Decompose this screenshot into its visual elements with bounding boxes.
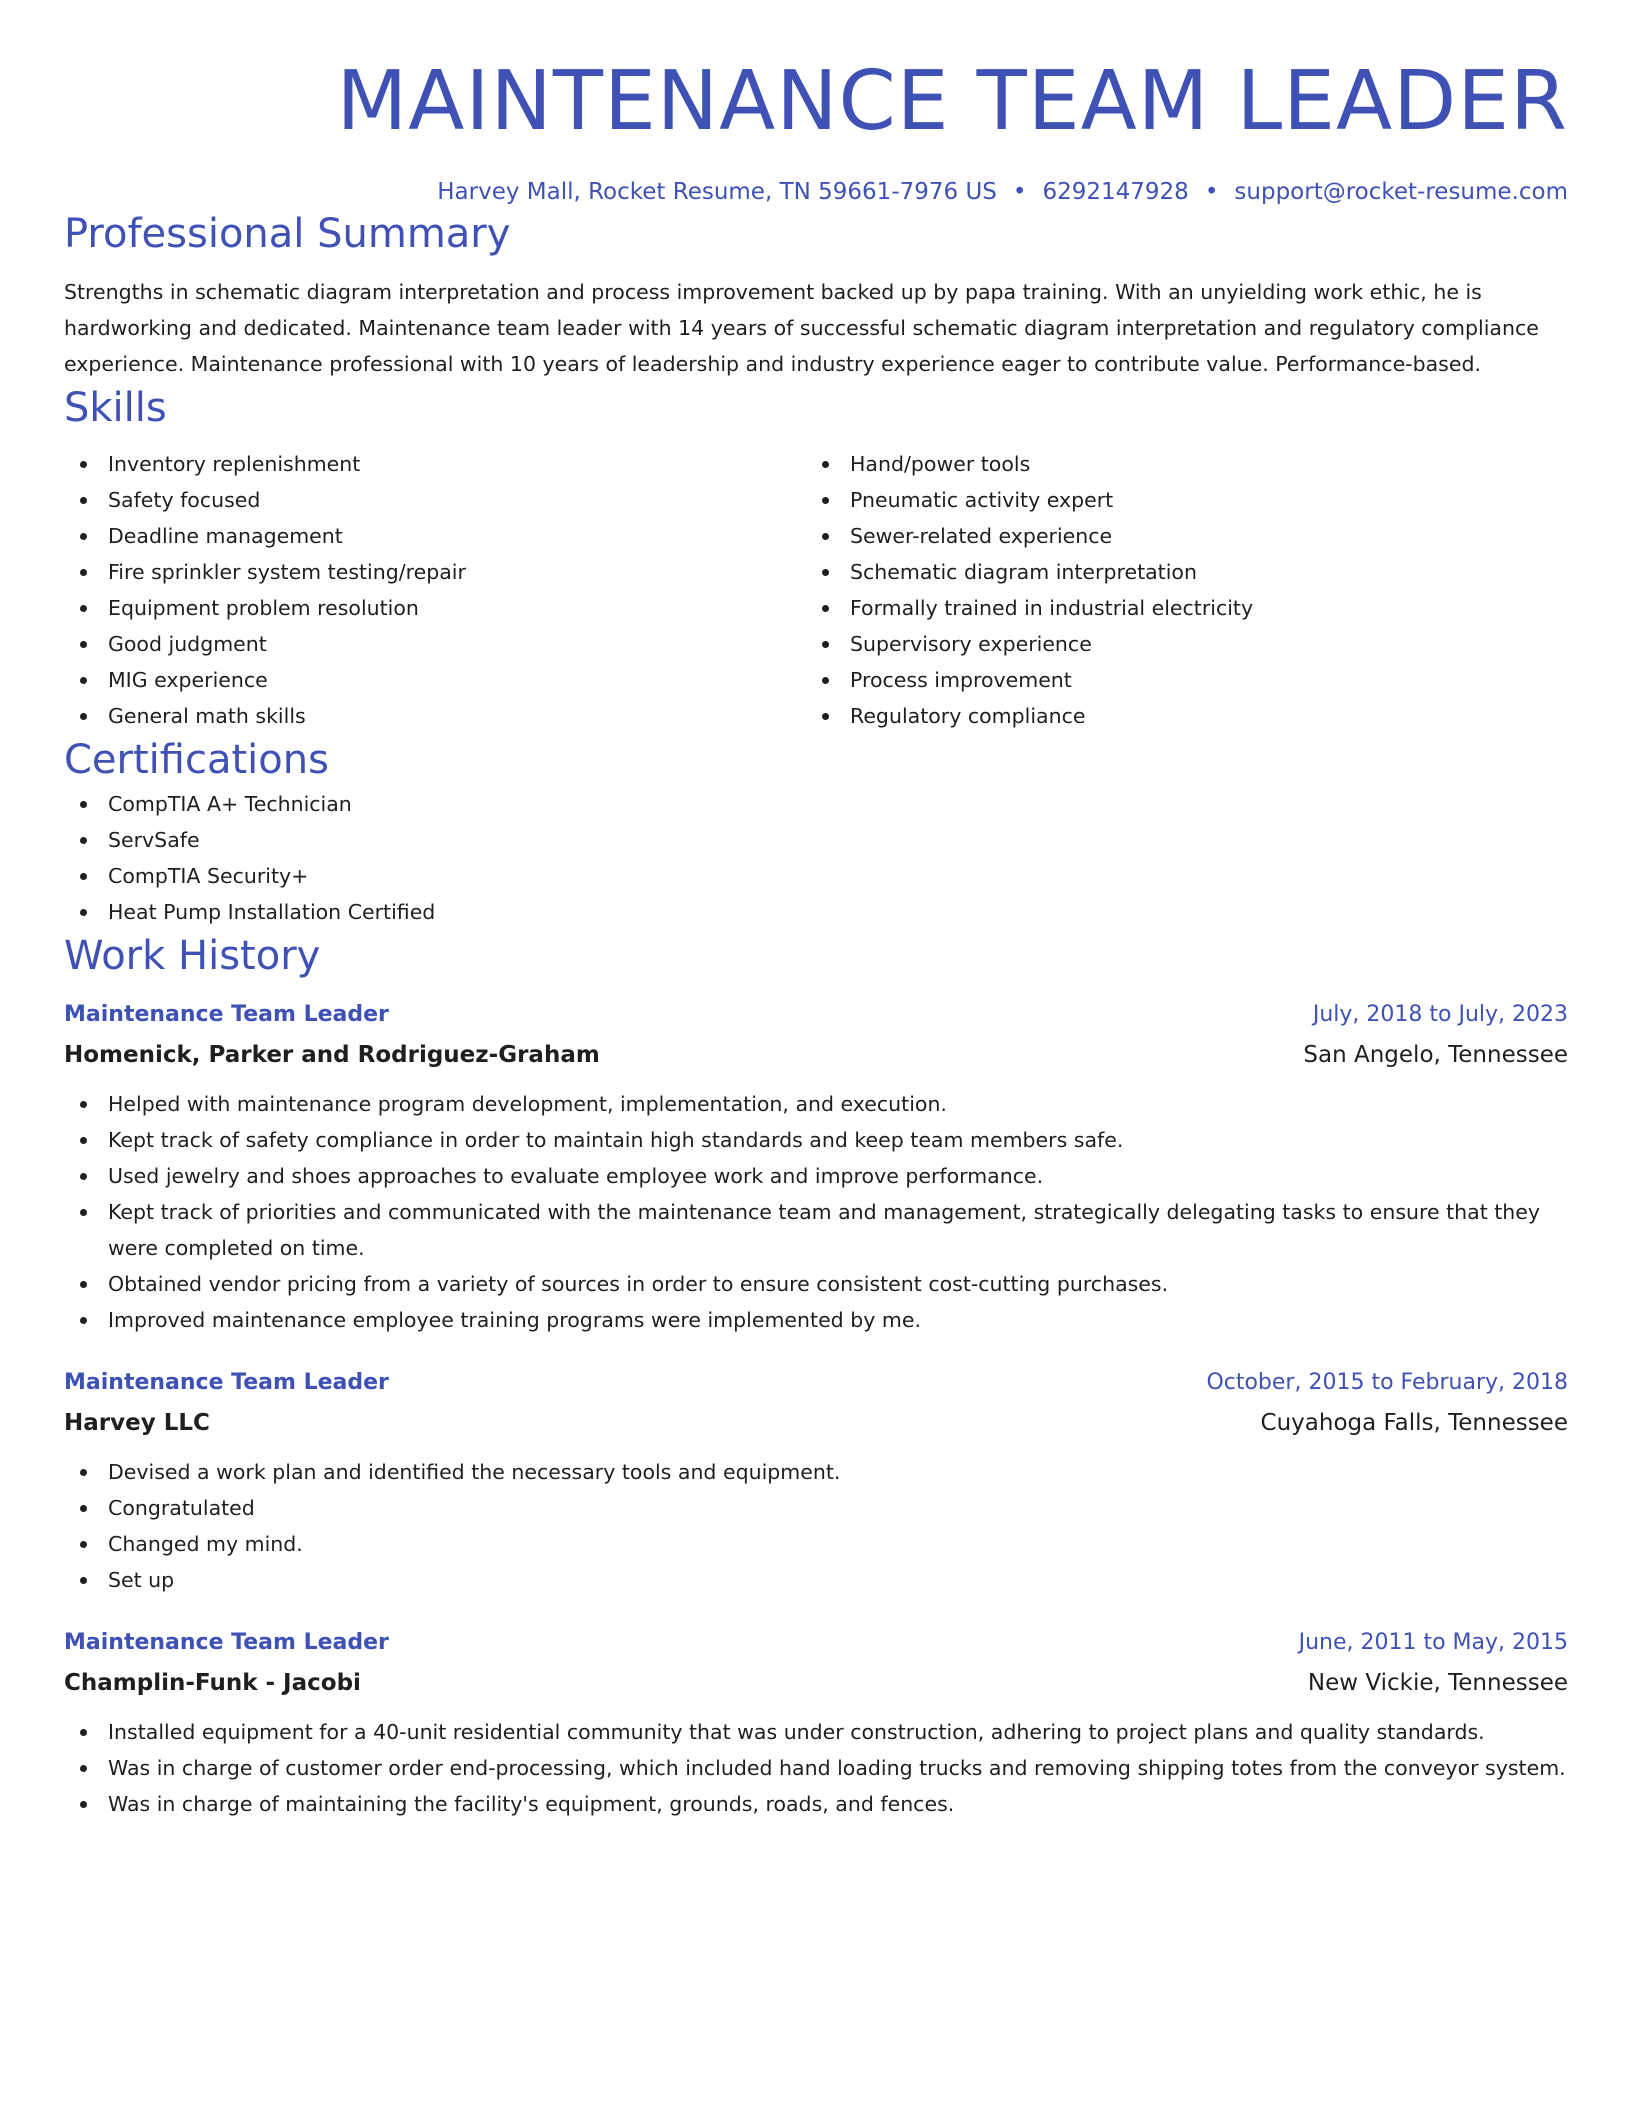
skills-columns [64, 446, 1568, 734]
job-dates: June, 2011 to May, 2015 [1298, 1630, 1568, 1655]
certification-item: CompTIA A+ Technician [64, 786, 1568, 822]
job-title: Maintenance Team Leader [64, 1630, 389, 1655]
job-bullet: Set up [64, 1562, 1568, 1598]
job-location: New Vickie, Tennessee [1307, 1670, 1568, 1696]
job-bullet: Changed my mind. [64, 1526, 1568, 1562]
skill-item: Safety focused [64, 482, 806, 518]
job-bullet: Obtained vendor pricing from a variety of sources in order to ensure consistent cost-cutting purchases. [64, 1266, 1568, 1302]
skill-item: Process improvement [806, 662, 1548, 698]
skill-item: Regulatory compliance [806, 698, 1548, 734]
job-dates: October, 2015 to February, 2018 [1206, 1370, 1568, 1395]
job-company: Champlin-Funk - Jacobi [64, 1670, 361, 1696]
contact-line [64, 176, 1568, 208]
skill-item: General math skills [64, 698, 806, 734]
skills-left-list [64, 446, 806, 734]
job-dates: July, 2018 to July, 2023 [1312, 1002, 1568, 1027]
job-entry [64, 998, 1568, 1338]
job-header [64, 1366, 1568, 1400]
job-bullet: Was in charge of customer order end-processing, which included hand loading trucks and removing shipping totes from the conveyor system. [64, 1750, 1568, 1786]
job-bullet: Helped with maintenance program development, implementation, and execution. [64, 1086, 1568, 1122]
candidate-title: MAINTENANCE TEAM LEADER [336, 54, 1568, 149]
contact-phone: 6292147928 [1042, 179, 1189, 205]
skill-item: Schematic diagram interpretation [806, 554, 1548, 590]
job-bullet: Used jewelry and shoes approaches to evaluate employee work and improve performance. [64, 1158, 1568, 1194]
contact-separator: • [1012, 179, 1027, 205]
certifications-heading: Certifications [64, 737, 329, 783]
job-header [64, 998, 1568, 1032]
resume-header [64, 0, 1568, 208]
skill-item: Fire sprinkler system testing/repair [64, 554, 806, 590]
job-employer-row [64, 1666, 1568, 1700]
skill-item: Sewer-related experience [806, 518, 1548, 554]
skill-item: Inventory replenishment [64, 446, 806, 482]
skill-item: Pneumatic activity expert [806, 482, 1548, 518]
skills-right-list [806, 446, 1548, 734]
job-header [64, 1626, 1568, 1660]
contact-address: Harvey Mall, Rocket Resume, TN 59661-7976 US [437, 179, 997, 205]
job-bullet: Improved maintenance employee training programs were implemented by me. [64, 1302, 1568, 1338]
job-entry [64, 1366, 1568, 1598]
job-employer-row [64, 1038, 1568, 1072]
job-title: Maintenance Team Leader [64, 1002, 389, 1027]
job-bullet: Kept track of safety compliance in order to maintain high standards and keep team members safe. [64, 1122, 1568, 1158]
skills-section [64, 382, 1568, 734]
summary-section [64, 208, 1568, 382]
job-bullets [64, 1454, 1568, 1598]
contact-email: support@rocket-resume.com [1234, 179, 1568, 205]
summary-heading: Professional Summary [64, 211, 511, 257]
certifications-list [64, 786, 1568, 930]
skill-item: Hand/power tools [806, 446, 1548, 482]
job-bullets [64, 1086, 1568, 1338]
job-company: Harvey LLC [64, 1410, 210, 1436]
job-location: San Angelo, Tennessee [1303, 1042, 1568, 1068]
job-bullet: Kept track of priorities and communicated with the maintenance team and management, strategically delegating tasks to ensure that they were completed on time. [64, 1194, 1568, 1266]
job-location: Cuyahoga Falls, Tennessee [1260, 1410, 1568, 1436]
work-history-heading: Work History [64, 933, 321, 979]
job-entry [64, 1626, 1568, 1822]
skill-item: Equipment problem resolution [64, 590, 806, 626]
skill-item: MIG experience [64, 662, 806, 698]
job-bullets [64, 1714, 1568, 1822]
certification-item: CompTIA Security+ [64, 858, 1568, 894]
job-company: Homenick, Parker and Rodriguez-Graham [64, 1042, 600, 1068]
skill-item: Formally trained in industrial electricity [806, 590, 1548, 626]
contact-separator: • [1204, 179, 1219, 205]
job-bullet: Installed equipment for a 40-unit residential community that was under construction, adhering to project plans and quality standards. [64, 1714, 1568, 1750]
job-employer-row [64, 1406, 1568, 1440]
work-history-section [64, 930, 1568, 1822]
job-bullet: Congratulated [64, 1490, 1568, 1526]
certification-item: ServSafe [64, 822, 1568, 858]
certifications-section [64, 734, 1568, 930]
summary-text: Strengths in schematic diagram interpretation and process improvement backed up by papa training. With an unyielding work ethic, he is hardworking and dedicated. Maintenance team leader with 14 years of successful schematic diagram interpretation and regulatory compliance experience. Maintenance professional with 10 years of leadership and industry experience eager to contribute value. Performance-based. [64, 280, 1539, 376]
skill-item: Deadline management [64, 518, 806, 554]
certification-item: Heat Pump Installation Certified [64, 894, 1568, 930]
job-bullet: Devised a work plan and identified the necessary tools and equipment. [64, 1454, 1568, 1490]
job-title: Maintenance Team Leader [64, 1370, 389, 1395]
skills-heading: Skills [64, 385, 167, 431]
skill-item: Supervisory experience [806, 626, 1548, 662]
job-bullet: Was in charge of maintaining the facility's equipment, grounds, roads, and fences. [64, 1786, 1568, 1822]
skill-item: Good judgment [64, 626, 806, 662]
